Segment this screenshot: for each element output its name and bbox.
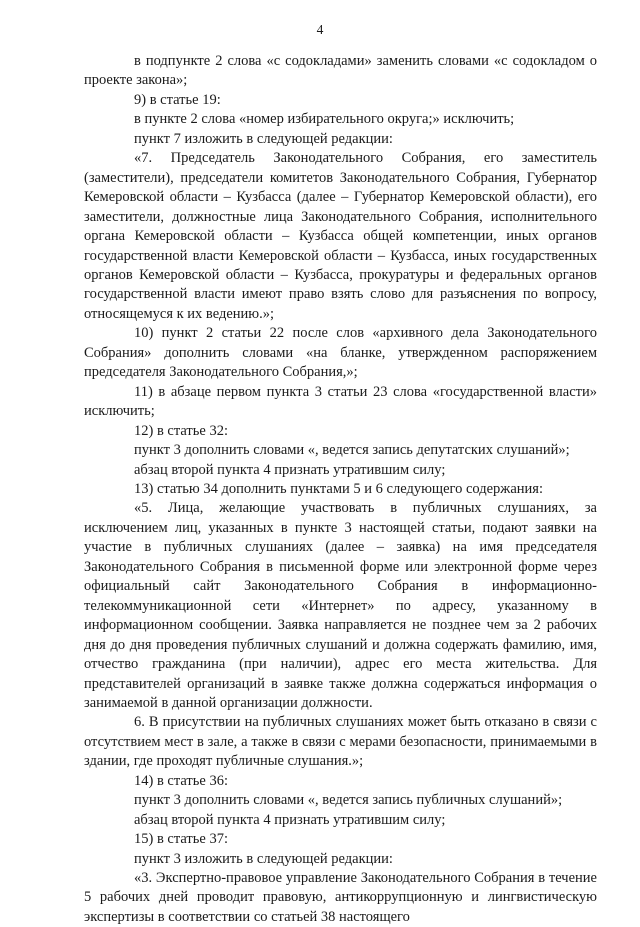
paragraph-point-5-text: «5. Лица, желающие участвовать в публичных слушаниях, за исключением лиц, указанных в пункте 3 настоящей статьи, подают заявки на участие в публичных слушаниях (далее – заявка) на имя председателя Законодательного Собрания в письменной форме или электронной форме через официальный сайт Законодательного Собрания в информационно-телекоммуникационной сети «Интернет» по адресу, указанному в информационном сообщении. Заявка направляется не позднее чем за 2 рабочих дня до дня проведения публичных слушаний и должна содержать фамилию, имя, отчество гражданина (при наличии), адрес его места жительства. Для представителей организаций в заявке также должна содержаться информация о занимаемой в данной организации должности. (84, 500, 597, 711)
paragraph-item-9-point-7-intro: пункт 7 изложить в следующей редакции: (134, 130, 393, 147)
paragraph-item-15-point-3-intro: пункт 3 изложить в следующей редакции: (134, 850, 393, 867)
paragraph-point-6-text: 6. В присутствии на публичных слушаниях может быть отказано в связи с отсутствием мест в зале, а также в связи с мерами безопасности, принимаемыми в здании, где проходят публичные слушания.»; (84, 714, 597, 770)
paragraph-point-3-text: «3. Экспертно-правовое управление Законодательного Собрания в течение 5 рабочих дней проводит правовую, антикоррупционную и лингвистическую экспертизы в соответствии со статьей 38 настоящего (84, 870, 597, 925)
paragraph-item-14: 14) в статье 36: (134, 772, 228, 789)
paragraph-item-12-point-4: абзац второй пункта 4 признать утратившим силу; (134, 461, 446, 478)
paragraph-item-12-point-3: пункт 3 дополнить словами «, ведется запись депутатских слушаний»; (134, 442, 570, 459)
paragraph-item-12: 12) в статье 32: (134, 422, 228, 439)
paragraph-item-9-point-2: в пункте 2 слова «номер избирательного округа;» исключить; (134, 111, 515, 128)
paragraph-item-9: 9) в статье 19: (134, 91, 221, 108)
page-number: 4 (316, 22, 324, 37)
paragraph-item-14-point-3: пункт 3 дополнить словами «, ведется запись публичных слушаний»; (134, 792, 563, 809)
paragraph-item-15: 15) в статье 37: (134, 831, 228, 848)
paragraph-item-13: 13) статью 34 дополнить пунктами 5 и 6 следующего содержания: (134, 480, 543, 497)
paragraph-item-10: 10) пункт 2 статьи 22 после слов «архивного дела Законодательного Собрания» дополнить словами «на бланке, утвержденном распоряжением председателя Законодательного Собрания,»; (84, 325, 597, 381)
paragraph-point-7-text: «7. Председатель Законодательного Собрания, его заместитель (заместители), председатели комитетов Законодательного Собрания, Губернатор Кемеровской области – Кузбасса (далее – Губернатор Кемеровской области), его заместители, должностные лица Законодательного Собрания, исполнительного органа Кемеровской области – Кузбасса общей компетенции, иных органов государственной власти Кемеровской области – Кузбасса, иных государственных органов Кемеровской области – Кузбасса, прокуратуры и федеральных органов государственной власти имеют право взять слово для разъяснения по вопросу, относящемуся к их ведению.»; (84, 150, 597, 322)
paragraph-item-14-point-4: абзац второй пункта 4 признать утратившим силу; (134, 811, 446, 828)
paragraph-item-11: 11) в абзаце первом пункта 3 статьи 23 слова «государственной власти» исключить; (84, 383, 597, 420)
paragraph-subpoint-2-replacement: в подпункте 2 слова «с содокладами» заменить словами «с содокладом о проекте закона»; (84, 53, 597, 89)
document-body (84, 52, 597, 927)
